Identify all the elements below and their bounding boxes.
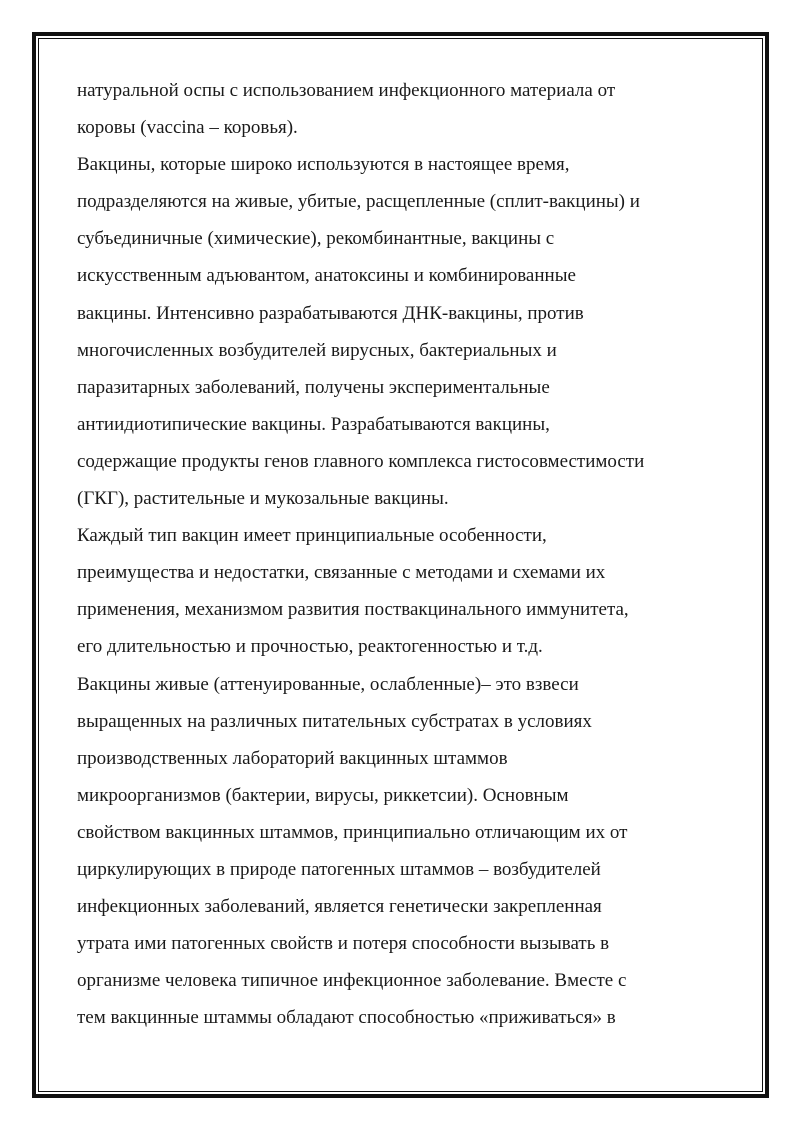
text-line: натуральной оспы с использованием инфекционного материала от <box>77 80 616 101</box>
document-body <box>77 72 737 1036</box>
text-line: искусственным адъювантом, анатоксины и комбинированные <box>77 265 576 287</box>
text-line: многочисленных возбудителей вирусных, бактериальных и <box>77 339 557 361</box>
text-line: (ГКГ), растительные и мукозальные вакцины. <box>77 488 449 510</box>
text-line: вакцины. Интенсивно разрабатываются ДНК-вакцины, против <box>77 302 584 324</box>
text-line: организме человека типичное инфекционное заболевание. Вместе с <box>77 970 627 992</box>
text-line: подразделяются на живые, убитые, расщепленные (сплит-вакцины) и <box>77 191 640 213</box>
text-line: преимущества и недостатки, связанные с методами и схемами их <box>77 562 606 584</box>
text-line: его длительностью и прочностью, реактогенностью и т.д. <box>77 636 543 658</box>
text-line: производственных лабораторий вакцинных штаммов <box>77 747 508 769</box>
text-line: антиидиотипические вакцины. Разрабатываются вакцины, <box>77 413 550 435</box>
text-line: Вакцины живые (аттенуированные, ослабленные)– это взвеси <box>77 673 579 695</box>
text-line: инфекционных заболеваний, является генетически закрепленная <box>77 896 602 918</box>
text-line: тем вакцинные штаммы обладают способностью «приживаться» в <box>77 1007 616 1029</box>
text-line: Каждый тип вакцин имеет принципиальные особенности, <box>77 525 547 547</box>
text-line: микроорганизмов (бактерии, вирусы, риккетсии). Основным <box>77 784 569 806</box>
text-line: Вакцины, которые широко используются в настоящее время, <box>77 154 570 176</box>
text-line: паразитарных заболеваний, получены экспериментальные <box>77 376 550 398</box>
text-line: содержащие продукты генов главного комплекса гистосовместимости <box>77 450 645 472</box>
text-line: утрата ими патогенных свойств и потеря способности вызывать в <box>77 933 610 955</box>
text-line: субъединичные (химические), рекомбинантные, вакцины с <box>77 228 555 250</box>
text-line: свойством вакцинных штаммов, принципиально отличающим их от <box>77 821 628 843</box>
text-line: применения, механизмом развития поствакцинального иммунитета, <box>77 599 629 621</box>
text-line: коровы (vaccina – коровья). <box>77 117 298 139</box>
text-line: циркулирующих в природе патогенных штаммов – возбудителей <box>77 858 601 880</box>
text-line: выращенных на различных питательных субстратах в условиях <box>77 710 592 732</box>
